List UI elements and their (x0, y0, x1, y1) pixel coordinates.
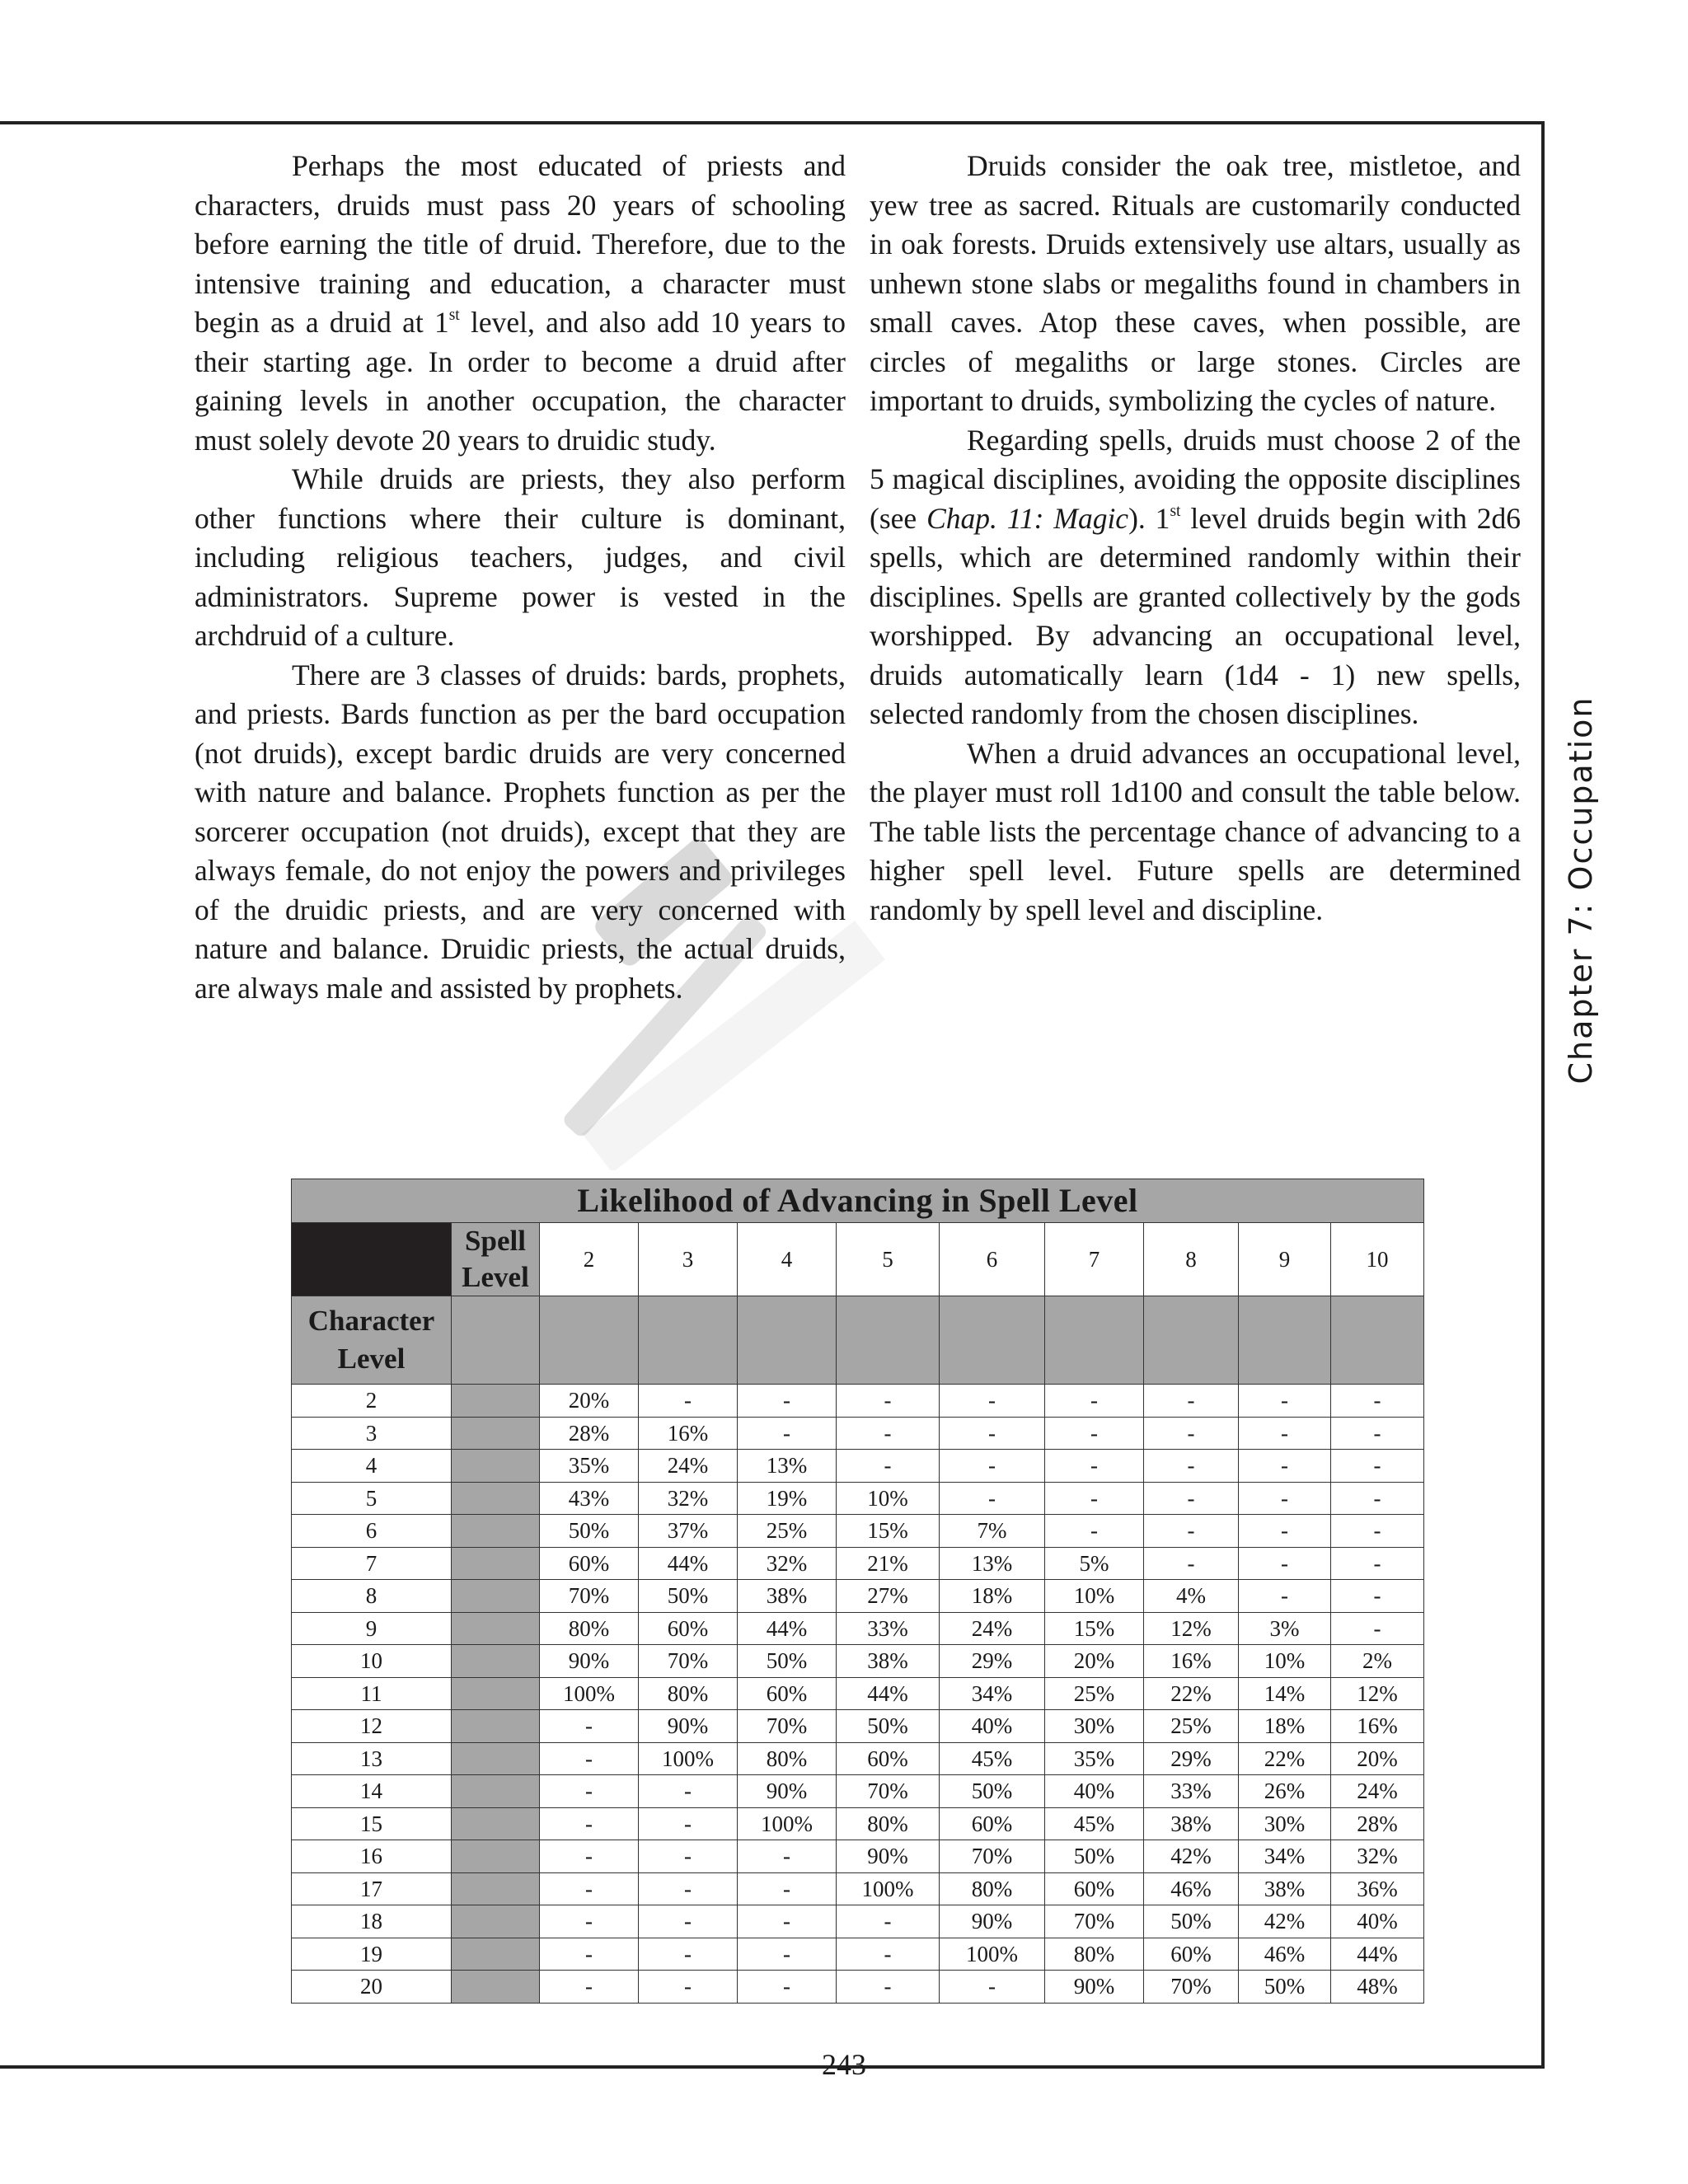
percentage-cell: 14% (1239, 1677, 1331, 1710)
shaded-spacer-cell (452, 1775, 540, 1808)
percentage-cell: 50% (940, 1775, 1045, 1808)
percentage-cell: - (639, 1807, 738, 1840)
percentage-cell: - (837, 1905, 940, 1938)
percentage-cell: 27% (837, 1580, 940, 1613)
percentage-cell: - (738, 1938, 837, 1971)
percentage-cell: 13% (940, 1547, 1045, 1580)
percentage-cell: 80% (837, 1807, 940, 1840)
character-level-cell: 15 (292, 1807, 452, 1840)
shaded-spacer-cell (452, 1807, 540, 1840)
table-row (292, 1775, 1424, 1808)
chapter-reference: Chap. 11: Magic (926, 501, 1129, 535)
percentage-cell: - (639, 1385, 738, 1418)
percentage-cell: 38% (738, 1580, 837, 1613)
percentage-cell: 19% (738, 1482, 837, 1515)
character-level-cell: 3 (292, 1417, 452, 1450)
percentage-cell: 50% (738, 1645, 837, 1678)
shaded-spacer-cell (452, 1450, 540, 1483)
percentage-cell: 90% (837, 1840, 940, 1873)
table-row (292, 1645, 1424, 1678)
percentage-cell: - (1239, 1547, 1331, 1580)
percentage-cell: - (1331, 1547, 1424, 1580)
percentage-cell: 44% (837, 1677, 940, 1710)
percentage-cell: 45% (1045, 1807, 1144, 1840)
character-level-cell: 4 (292, 1450, 452, 1483)
percentage-cell: - (1239, 1417, 1331, 1450)
percentage-cell: 70% (940, 1840, 1045, 1873)
table-title: Likelihood of Advancing in Spell Level (292, 1179, 1424, 1223)
chapter-tab: Chapter 7: Occupation (1563, 696, 1599, 1085)
paragraph-spell-advancement: When a druid advances an occupational level, the player must roll 1d100 and consult the table below. The table lists the percentage chance of advancing to a higher spell level. Future spells are determined randomly by spell level and discipline. (870, 736, 1521, 926)
character-level-cell: 2 (292, 1385, 452, 1418)
shaded-spacer-cell (452, 1905, 540, 1938)
percentage-cell: 90% (738, 1775, 837, 1808)
percentage-cell: 2% (1331, 1645, 1424, 1678)
percentage-cell: - (738, 1971, 837, 2004)
shaded-spacer-cell (452, 1971, 540, 2004)
percentage-cell: 70% (1045, 1905, 1144, 1938)
percentage-cell: - (540, 1938, 639, 1971)
blank-cell (540, 1296, 639, 1385)
percentage-cell: 40% (1331, 1905, 1424, 1938)
percentage-cell: - (1045, 1515, 1144, 1548)
percentage-cell: 100% (639, 1742, 738, 1775)
percentage-cell: 90% (639, 1710, 738, 1743)
percentage-cell: 80% (1045, 1938, 1144, 1971)
percentage-cell: 29% (1144, 1742, 1239, 1775)
percentage-cell: 21% (837, 1547, 940, 1580)
shaded-spacer-cell (452, 1482, 540, 1515)
percentage-cell: - (540, 1710, 639, 1743)
percentage-cell: 70% (639, 1645, 738, 1678)
percentage-cell: - (540, 1905, 639, 1938)
percentage-cell: 46% (1239, 1938, 1331, 1971)
percentage-cell: - (540, 1840, 639, 1873)
percentage-cell: 30% (1239, 1807, 1331, 1840)
percentage-cell: 33% (1144, 1775, 1239, 1808)
percentage-cell: 22% (1144, 1677, 1239, 1710)
percentage-cell: - (1144, 1547, 1239, 1580)
shaded-spacer-cell (452, 1515, 540, 1548)
percentage-cell: 60% (738, 1677, 837, 1710)
percentage-cell: - (639, 1905, 738, 1938)
blank-cell (1045, 1296, 1144, 1385)
character-level-cell: 20 (292, 1971, 452, 2004)
percentage-cell: 42% (1239, 1905, 1331, 1938)
character-level-cell: 10 (292, 1645, 452, 1678)
percentage-cell: - (1239, 1580, 1331, 1613)
header-corner-block (292, 1223, 452, 1296)
table-row (292, 1677, 1424, 1710)
percentage-cell: 37% (639, 1515, 738, 1548)
percentage-cell: 25% (1045, 1677, 1144, 1710)
character-level-cell: 14 (292, 1775, 452, 1808)
percentage-cell: 34% (1239, 1840, 1331, 1873)
percentage-cell: 70% (738, 1710, 837, 1743)
blank-cell (639, 1296, 738, 1385)
spell-level-table-wrapper (291, 1179, 1423, 2004)
percentage-cell: - (540, 1807, 639, 1840)
percentage-cell: - (940, 1385, 1045, 1418)
blank-cell (837, 1296, 940, 1385)
character-level-cell: 17 (292, 1872, 452, 1905)
percentage-cell: 46% (1144, 1872, 1239, 1905)
percentage-cell: 80% (639, 1677, 738, 1710)
character-level-cell: 6 (292, 1515, 452, 1548)
paragraph-sacred-trees: Druids consider the oak tree, mistletoe, and yew tree as sacred. Rituals are customarily conducted in oak forests. Druids extensively use altars, usually as unhewn stone slabs or megaliths found in chambers in small caves. Atop these caves, when possible, are circles of megaliths or large stones. Circles are important to druids, symbolizing the cycles of nature. (870, 149, 1521, 417)
percentage-cell: - (1331, 1417, 1424, 1450)
percentage-cell: 100% (540, 1677, 639, 1710)
percentage-cell: 80% (940, 1872, 1045, 1905)
shaded-spacer-cell (452, 1645, 540, 1678)
percentage-cell: 70% (837, 1775, 940, 1808)
blank-cell (1144, 1296, 1239, 1385)
character-level-cell: 18 (292, 1905, 452, 1938)
shaded-spacer-cell (452, 1677, 540, 1710)
percentage-cell: - (1239, 1385, 1331, 1418)
percentage-cell: - (738, 1417, 837, 1450)
percentage-cell: - (1331, 1515, 1424, 1548)
paragraph-druid-classes: There are 3 classes of druids: bards, prophets, and priests. Bards function as per the bard occupation (not druids), except bardic druids are very concerned with nature and balance. Prophets function as per the sorcerer occupation (not druids), except that they are always female, do not enjoy the powers and privileges of the druidic priests, and are very concerned with nature and balance. Druidic priests, the actual druids, are always male and assisted by prophets. (195, 658, 846, 1005)
percentage-cell: - (837, 1450, 940, 1483)
blank-cell (738, 1296, 837, 1385)
percentage-cell: - (1331, 1450, 1424, 1483)
percentage-cell: 18% (940, 1580, 1045, 1613)
percentage-cell: - (1144, 1450, 1239, 1483)
table-row (292, 1905, 1424, 1938)
spell-level-header-7: 7 (1045, 1223, 1144, 1296)
table-row (292, 1872, 1424, 1905)
percentage-cell: - (940, 1971, 1045, 2004)
percentage-cell: 43% (540, 1482, 639, 1515)
percentage-cell: - (940, 1450, 1045, 1483)
spell-level-header-5: 5 (837, 1223, 940, 1296)
percentage-cell: 22% (1239, 1742, 1331, 1775)
percentage-cell: 16% (1331, 1710, 1424, 1743)
shaded-spacer-cell (452, 1840, 540, 1873)
percentage-cell: - (639, 1840, 738, 1873)
table-row (292, 1547, 1424, 1580)
percentage-cell: - (639, 1775, 738, 1808)
percentage-cell: - (1144, 1385, 1239, 1418)
shaded-spacer-cell (452, 1417, 540, 1450)
percentage-cell: 13% (738, 1450, 837, 1483)
shaded-spacer-cell (452, 1547, 540, 1580)
percentage-cell: 60% (837, 1742, 940, 1775)
percentage-cell: 15% (1045, 1612, 1144, 1645)
percentage-cell: 100% (837, 1872, 940, 1905)
percentage-cell: 44% (738, 1612, 837, 1645)
character-level-label: Character Level (292, 1296, 452, 1385)
percentage-cell: - (1331, 1580, 1424, 1613)
percentage-cell: 24% (639, 1450, 738, 1483)
page-frame-top-rule (0, 121, 1545, 124)
character-level-cell: 19 (292, 1938, 452, 1971)
percentage-cell: 10% (1239, 1645, 1331, 1678)
percentage-cell: - (639, 1872, 738, 1905)
percentage-cell: 100% (738, 1807, 837, 1840)
shaded-spacer-cell (452, 1710, 540, 1743)
percentage-cell: 70% (540, 1580, 639, 1613)
percentage-cell: 50% (837, 1710, 940, 1743)
blank-cell (1239, 1296, 1331, 1385)
percentage-cell: - (1239, 1482, 1331, 1515)
spell-level-table (291, 1179, 1424, 2004)
blank-cell (1331, 1296, 1424, 1385)
shaded-spacer-cell (452, 1612, 540, 1645)
percentage-cell: 20% (540, 1385, 639, 1418)
percentage-cell: 60% (1144, 1938, 1239, 1971)
percentage-cell: 45% (940, 1742, 1045, 1775)
percentage-cell: - (540, 1742, 639, 1775)
percentage-cell: 35% (540, 1450, 639, 1483)
spell-level-label: Spell Level (452, 1223, 540, 1296)
percentage-cell: - (940, 1417, 1045, 1450)
percentage-cell: - (1045, 1417, 1144, 1450)
blank-cell (452, 1296, 540, 1385)
blank-cell (940, 1296, 1045, 1385)
character-level-cell: 11 (292, 1677, 452, 1710)
percentage-cell: - (1331, 1612, 1424, 1645)
percentage-cell: - (1045, 1450, 1144, 1483)
table-row (292, 1450, 1424, 1483)
percentage-cell: 3% (1239, 1612, 1331, 1645)
percentage-cell: 29% (940, 1645, 1045, 1678)
left-text-column (195, 147, 846, 1008)
table-row (292, 1482, 1424, 1515)
percentage-cell: - (1331, 1482, 1424, 1515)
percentage-cell: 32% (639, 1482, 738, 1515)
spell-level-header-8: 8 (1144, 1223, 1239, 1296)
percentage-cell: - (738, 1905, 837, 1938)
percentage-cell: 16% (1144, 1645, 1239, 1678)
percentage-cell: - (540, 1971, 639, 2004)
spell-level-header-6: 6 (940, 1223, 1045, 1296)
percentage-cell: 90% (940, 1905, 1045, 1938)
percentage-cell: 50% (639, 1580, 738, 1613)
percentage-cell: - (738, 1385, 837, 1418)
character-level-cell: 12 (292, 1710, 452, 1743)
percentage-cell: 16% (639, 1417, 738, 1450)
percentage-cell: - (738, 1840, 837, 1873)
shaded-spacer-cell (452, 1580, 540, 1613)
percentage-cell: 10% (1045, 1580, 1144, 1613)
percentage-cell: - (540, 1872, 639, 1905)
percentage-cell: 33% (837, 1612, 940, 1645)
percentage-cell: - (738, 1872, 837, 1905)
spell-level-header-9: 9 (1239, 1223, 1331, 1296)
percentage-cell: - (837, 1938, 940, 1971)
percentage-cell: - (1144, 1482, 1239, 1515)
table-row (292, 1580, 1424, 1613)
character-level-cell: 8 (292, 1580, 452, 1613)
percentage-cell: 50% (1045, 1840, 1144, 1873)
table-row (292, 1417, 1424, 1450)
percentage-cell: - (1144, 1417, 1239, 1450)
paragraph-spells: Regarding spells, druids must choose 2 of the 5 magical disciplines, avoiding the opposite disciplines (see Chap. 11: Magic). 1st level druids begin with 2d6 spells, which are determined randomly within their disciplines. Spells are granted collectively by the gods worshipped. By advancing an occupational level, druids automatically learn (1d4 - 1) new spells, selected randomly from the chosen disciplines. (870, 423, 1521, 730)
percentage-cell: 35% (1045, 1742, 1144, 1775)
percentage-cell: 28% (540, 1417, 639, 1450)
percentage-cell: 32% (1331, 1840, 1424, 1873)
percentage-cell: - (1239, 1450, 1331, 1483)
percentage-cell: 44% (1331, 1938, 1424, 1971)
percentage-cell: 60% (1045, 1872, 1144, 1905)
percentage-cell: 20% (1331, 1742, 1424, 1775)
right-text-column (870, 147, 1521, 930)
percentage-cell: 42% (1144, 1840, 1239, 1873)
percentage-cell: 60% (940, 1807, 1045, 1840)
percentage-cell: 34% (940, 1677, 1045, 1710)
percentage-cell: - (1239, 1515, 1331, 1548)
percentage-cell: 60% (639, 1612, 738, 1645)
percentage-cell: 12% (1144, 1612, 1239, 1645)
percentage-cell: - (837, 1385, 940, 1418)
shaded-spacer-cell (452, 1385, 540, 1418)
percentage-cell: 7% (940, 1515, 1045, 1548)
percentage-cell: 20% (1045, 1645, 1144, 1678)
percentage-cell: 38% (837, 1645, 940, 1678)
percentage-cell: 60% (540, 1547, 639, 1580)
table-row (292, 1971, 1424, 2004)
character-level-cell: 9 (292, 1612, 452, 1645)
percentage-cell: 100% (940, 1938, 1045, 1971)
percentage-cell: 38% (1239, 1872, 1331, 1905)
percentage-cell: - (1045, 1385, 1144, 1418)
character-level-label-row (292, 1296, 1424, 1385)
table-row (292, 1938, 1424, 1971)
spell-level-header-row (292, 1223, 1424, 1296)
percentage-cell: 15% (837, 1515, 940, 1548)
percentage-cell: 25% (1144, 1710, 1239, 1743)
percentage-cell: 25% (738, 1515, 837, 1548)
shaded-spacer-cell (452, 1938, 540, 1971)
character-level-cell: 7 (292, 1547, 452, 1580)
percentage-cell: 90% (1045, 1971, 1144, 2004)
shaded-spacer-cell (452, 1742, 540, 1775)
table-row (292, 1840, 1424, 1873)
percentage-cell: 32% (738, 1547, 837, 1580)
percentage-cell: 28% (1331, 1807, 1424, 1840)
table-row (292, 1612, 1424, 1645)
spell-level-header-4: 4 (738, 1223, 837, 1296)
paragraph-druid-education: Perhaps the most educated of priests and characters, druids must pass 20 years of schooling before earning the title of druid. Therefore, due to the intensive training and education, a character must begin as a druid at 1st level, and also add 10 years to their starting age. In order to become a druid after gaining levels in another occupation, the character must solely devote 20 years to druidic study. (195, 149, 846, 457)
percentage-cell: - (540, 1775, 639, 1808)
percentage-cell: - (837, 1417, 940, 1450)
percentage-cell: 24% (940, 1612, 1045, 1645)
percentage-cell: 50% (1239, 1971, 1331, 2004)
percentage-cell: 40% (940, 1710, 1045, 1743)
paragraph-druid-functions: While druids are priests, they also perform other functions where their culture is dominant, including religious teachers, judges, and civil administrators. Supreme power is vested in the archdruid of a culture. (195, 462, 846, 652)
percentage-cell: 90% (540, 1645, 639, 1678)
percentage-cell: 26% (1239, 1775, 1331, 1808)
table-row (292, 1385, 1424, 1418)
percentage-cell: 80% (540, 1612, 639, 1645)
percentage-cell: 4% (1144, 1580, 1239, 1613)
character-level-cell: 13 (292, 1742, 452, 1775)
percentage-cell: 10% (837, 1482, 940, 1515)
percentage-cell: 24% (1331, 1775, 1424, 1808)
percentage-cell: 44% (639, 1547, 738, 1580)
percentage-cell: - (940, 1482, 1045, 1515)
percentage-cell: 18% (1239, 1710, 1331, 1743)
table-row (292, 1807, 1424, 1840)
percentage-cell: - (1144, 1515, 1239, 1548)
percentage-cell: 40% (1045, 1775, 1144, 1808)
percentage-cell: - (639, 1938, 738, 1971)
percentage-cell: - (1331, 1385, 1424, 1418)
spell-level-header-3: 3 (639, 1223, 738, 1296)
character-level-cell: 16 (292, 1840, 452, 1873)
percentage-cell: 80% (738, 1742, 837, 1775)
page-number: 243 (822, 2048, 866, 2081)
spell-level-header-10: 10 (1331, 1223, 1424, 1296)
page-frame-right-rule (1541, 121, 1545, 2069)
shaded-spacer-cell (452, 1872, 540, 1905)
spell-level-header-2: 2 (540, 1223, 639, 1296)
percentage-cell: 50% (540, 1515, 639, 1548)
percentage-cell: 38% (1144, 1807, 1239, 1840)
percentage-cell: - (1045, 1482, 1144, 1515)
percentage-cell: 5% (1045, 1547, 1144, 1580)
percentage-cell: 70% (1144, 1971, 1239, 2004)
table-row (292, 1742, 1424, 1775)
character-level-cell: 5 (292, 1482, 452, 1515)
percentage-cell: - (837, 1971, 940, 2004)
percentage-cell: 36% (1331, 1872, 1424, 1905)
percentage-cell: - (639, 1971, 738, 2004)
table-row (292, 1710, 1424, 1743)
percentage-cell: 48% (1331, 1971, 1424, 2004)
table-row (292, 1515, 1424, 1548)
percentage-cell: 12% (1331, 1677, 1424, 1710)
percentage-cell: 30% (1045, 1710, 1144, 1743)
percentage-cell: 50% (1144, 1905, 1239, 1938)
